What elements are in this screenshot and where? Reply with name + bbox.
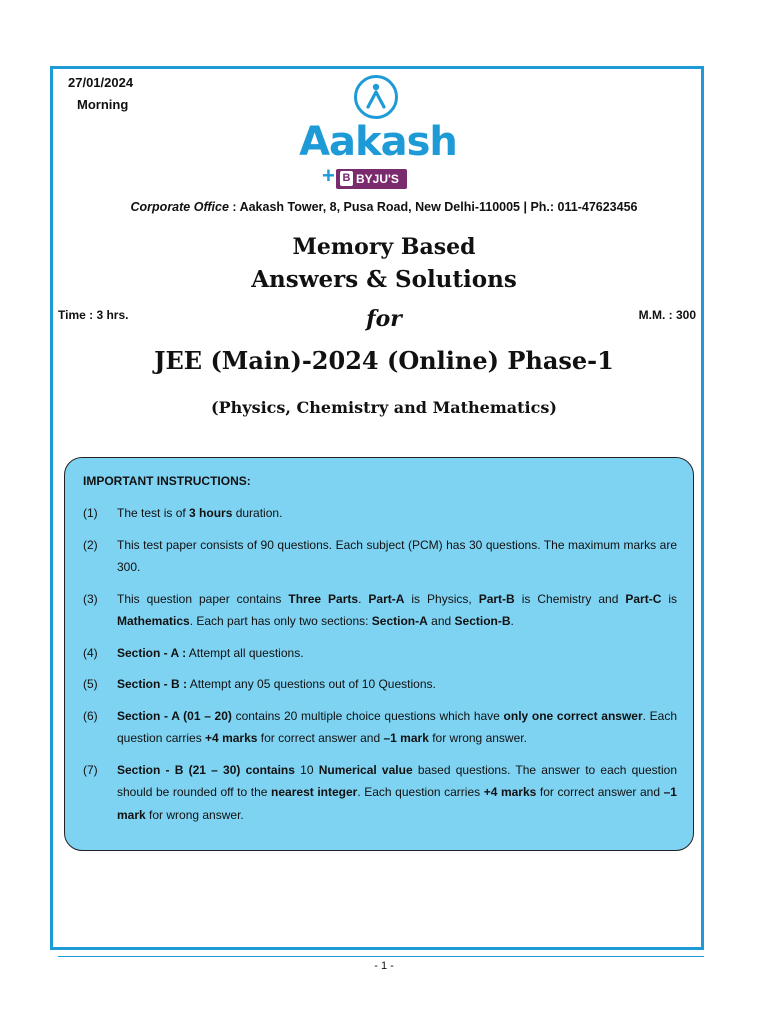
instruction-segment: . Each part has only two sections: — [189, 614, 372, 628]
instruction-segment: contains 20 multiple choice questions which have — [231, 708, 504, 723]
instruction-item — [83, 588, 677, 633]
instruction-segment: 10 — [294, 762, 319, 777]
instruction-segment: for correct answer and — [536, 785, 664, 799]
instruction-text — [117, 759, 677, 827]
instruction-text — [117, 673, 677, 696]
instruction-text — [117, 705, 677, 750]
exam-session: Morning — [77, 97, 129, 112]
instruction-emphasis: Section - A (01 – 20) — [117, 708, 232, 723]
instruction-emphasis: only one correct answer — [503, 708, 643, 723]
instruction-emphasis: –1 mark — [383, 731, 429, 745]
max-marks: M.M. : 300 — [638, 308, 696, 322]
instruction-number: (1) — [83, 506, 98, 520]
instruction-emphasis: Part-C — [625, 591, 662, 606]
corporate-office-address: : Aakash Tower, 8, Pusa Road, New Delhi-110005 | Ph.: 011-47623456 — [228, 200, 638, 214]
instruction-number: (2) — [83, 537, 98, 552]
instruction-emphasis: Part-B — [478, 591, 515, 606]
instruction-segment: for wrong answer. — [428, 731, 527, 745]
instruction-segment: is — [661, 591, 678, 606]
instruction-emphasis: +4 marks — [205, 731, 258, 745]
instruction-segment: Attempt any 05 questions out of 10 Questions. — [187, 677, 436, 691]
instruction-number: (7) — [83, 762, 98, 777]
byjus-badge — [336, 169, 407, 189]
instructions-box — [64, 457, 694, 851]
exam-title: JEE (Main)-2024 (Online) Phase-1 — [154, 346, 614, 375]
aakash-logo — [292, 74, 464, 194]
instruction-number: (6) — [83, 708, 98, 723]
instruction-segment: Attempt all questions. — [186, 645, 304, 660]
instruction-item — [83, 759, 677, 827]
exam-date-block — [68, 74, 133, 114]
instruction-text — [117, 642, 677, 665]
footer-rule — [58, 956, 704, 957]
instruction-emphasis: –1 mark — [117, 785, 677, 822]
instruction-number: (4) — [83, 645, 98, 660]
logo-plus: + — [322, 163, 335, 188]
instruction-emphasis: Section - B : — [117, 677, 188, 691]
instructions-list — [83, 502, 677, 826]
instruction-text — [117, 588, 677, 633]
corporate-office-label: Corporate Office — [130, 200, 229, 214]
title-memory-based: Memory Based — [292, 234, 476, 260]
instruction-segment: This question paper contains — [117, 591, 289, 606]
instruction-text — [117, 534, 677, 579]
aakash-wordmark: Aakash — [299, 119, 457, 165]
instruction-emphasis: +4 marks — [483, 785, 537, 799]
exam-time: Time : 3 hrs. — [58, 308, 129, 322]
instruction-emphasis: Section - B (21 – 30) contains — [117, 762, 295, 777]
instruction-segment: duration. — [232, 506, 283, 520]
instruction-segment: . — [510, 614, 514, 628]
instruction-segment: is Physics, — [404, 591, 479, 606]
instruction-segment: is Chemistry and — [514, 591, 626, 606]
instruction-emphasis: 3 hours — [189, 506, 233, 520]
instruction-emphasis: Section - A : — [117, 645, 187, 660]
instructions-heading: IMPORTANT INSTRUCTIONS: — [83, 474, 251, 488]
instruction-segment: The test is of — [117, 506, 190, 520]
byjus-mark: B — [340, 171, 353, 186]
instruction-text — [117, 502, 677, 525]
instruction-item — [83, 534, 677, 579]
instruction-emphasis: Numerical value — [318, 762, 413, 777]
instruction-segment: . — [358, 591, 369, 606]
instruction-item — [83, 502, 677, 525]
instruction-segment: for wrong answer. — [145, 807, 244, 822]
byjus-wordmark: BYJU'S — [356, 172, 399, 186]
instruction-segment: and — [427, 614, 455, 628]
instruction-emphasis: Section-A — [371, 614, 428, 628]
instruction-item — [83, 673, 677, 696]
instruction-emphasis: Part-A — [368, 591, 405, 606]
instruction-item — [83, 642, 677, 665]
instruction-emphasis: Section-B — [454, 614, 511, 628]
instruction-emphasis: Mathematics — [117, 614, 190, 628]
title-for: for — [366, 306, 402, 332]
instruction-segment: . Each question carries — [117, 708, 678, 745]
corporate-office-line — [0, 200, 768, 214]
instruction-number: (5) — [83, 677, 98, 691]
instruction-segment: based questions. The answer to each question should be rounded off to the — [117, 762, 678, 799]
instruction-segment: . Each question carries — [357, 785, 484, 799]
exam-date: 27/01/2024 — [68, 75, 134, 90]
instruction-emphasis: Three Parts — [288, 591, 359, 606]
instruction-item — [83, 705, 677, 750]
exam-subjects: (Physics, Chemistry and Mathematics) — [211, 398, 557, 417]
instruction-segment: This test paper consists of 90 questions. Each subject (PCM) has 30 questions. The maximum marks are 300. — [117, 537, 677, 574]
instruction-segment: for correct answer and — [257, 731, 384, 745]
instruction-emphasis: nearest integer — [271, 785, 358, 799]
title-answers-solutions: Answers & Solutions — [251, 266, 517, 293]
aakash-emblem-icon — [353, 74, 399, 120]
page-number: - 1 - — [374, 960, 394, 972]
instruction-number: (3) — [83, 591, 98, 606]
